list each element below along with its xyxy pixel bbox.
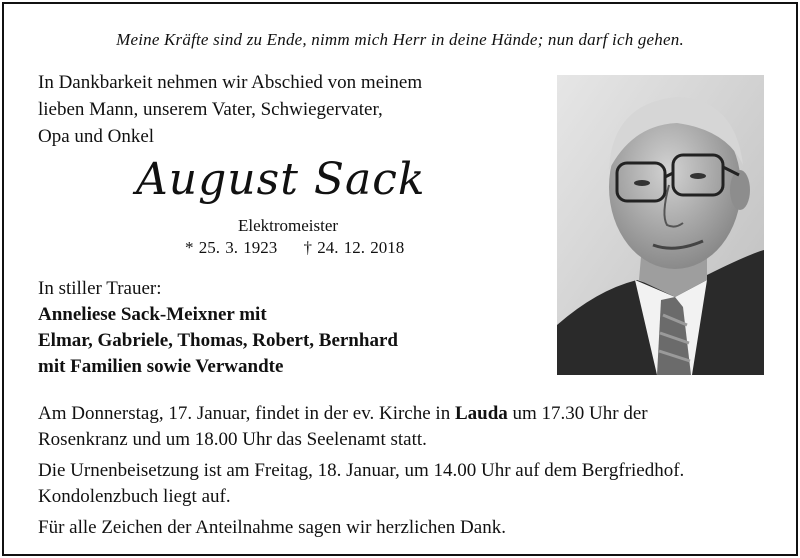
mourners-heading: In stiller Trauer: <box>38 278 162 299</box>
service-announcement <box>38 401 778 546</box>
deceased-name: August Sack <box>136 154 426 205</box>
obituary-card <box>2 2 798 556</box>
portrait-photo <box>557 75 764 375</box>
mass-text: um 17.30 Uhr der <box>507 403 648 424</box>
intro-line: Opa und Onkel <box>38 126 155 147</box>
mourner-line: Elmar, Gabriele, Thomas, Robert, Bernhard <box>38 330 398 351</box>
mass-paragraph <box>38 401 778 453</box>
burial-paragraph <box>38 458 778 510</box>
mourners-block <box>38 276 398 380</box>
motto-verse: Meine Kräfte sind zu Ende, nimm mich Herr in deine Hände; nun darf ich gehen. <box>116 30 684 49</box>
burial-text: Die Urnenbeisetzung ist am Freitag, 18. Januar, um 14.00 Uhr auf dem Bergfriedhof. <box>38 460 685 481</box>
intro-text <box>38 69 508 150</box>
mass-text: Rosenkranz und um 18.00 Uhr das Seelenamt statt. <box>38 429 427 450</box>
death-date: † 24. 12. 2018 <box>303 238 405 257</box>
intro-line: In Dankbarkeit nehmen wir Abschied von meinem <box>38 72 423 93</box>
church-location: Lauda <box>454 403 508 424</box>
mass-text: Am Donnerstag, 17. Januar, findet in der ev. Kirche in <box>38 403 455 424</box>
condolence-book-text: Kondolenzbuch liegt auf. <box>38 486 231 507</box>
intro-line: lieben Mann, unserem Vater, Schwiegervater, <box>38 99 383 120</box>
portrait-image <box>557 75 764 375</box>
deceased-occupation: Elektromeister <box>238 216 339 235</box>
mourner-line: Anneliese Sack-Meixner mit <box>38 304 267 325</box>
birth-date: * 25. 3. 1923 <box>185 238 278 257</box>
life-dates <box>185 238 404 258</box>
thanks-paragraph: Für alle Zeichen der Anteilnahme sagen wir herzlichen Dank. <box>38 517 506 538</box>
mourner-line: mit Familien sowie Verwandte <box>38 356 284 377</box>
